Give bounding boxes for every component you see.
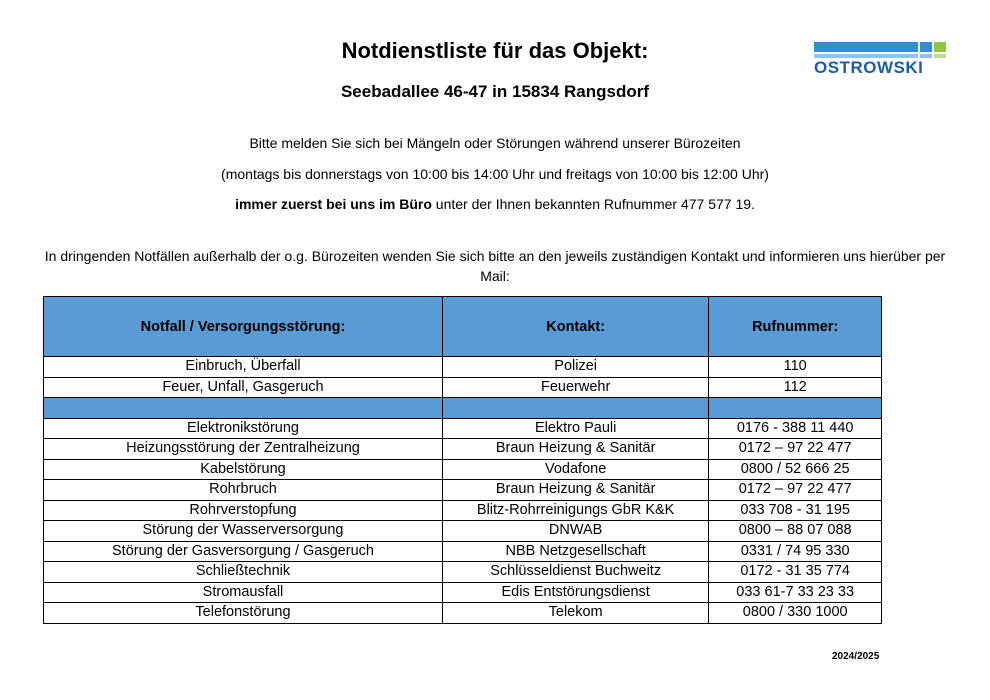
header-emergency: Notfall / Versorgungsstörung: — [44, 297, 443, 357]
table-row — [44, 439, 882, 460]
ostrowski-logo — [814, 42, 948, 78]
phone-cell: 0800 – 88 07 088 — [709, 521, 882, 542]
table-row — [44, 582, 882, 603]
header-phone: Rufnummer: — [709, 297, 882, 357]
phone-cell: 0331 / 74 95 330 — [709, 541, 882, 562]
contact-cell — [442, 398, 708, 419]
contact-cell: DNWAB — [442, 521, 708, 542]
emergency-cell — [44, 398, 443, 419]
phone-cell — [709, 398, 882, 419]
phone-cell: 0800 / 330 1000 — [709, 603, 882, 624]
document-subtitle: Seebadallee 46-47 in 15834 Rangsdorf — [340, 82, 650, 101]
emergency-cell: Schließtechnik — [44, 562, 443, 583]
emergency-cell: Rohrverstopfung — [44, 500, 443, 521]
phone-cell: 033 61-7 33 23 33 — [709, 582, 882, 603]
emergency-cell: Rohrbruch — [44, 480, 443, 501]
phone-cell: 0172 - 31 35 774 — [709, 562, 882, 583]
document-title: Notdienstliste für das Objekt: — [341, 38, 649, 63]
emergency-cell: Stromausfall — [44, 582, 443, 603]
intro-line-4: In dringenden Notfällen außerhalb der o.g. Bürozeiten wenden Sie sich bitte an den jeweils zuständigen Kontakt und informieren uns hierüber per Mail: — [44, 248, 946, 284]
table-row — [44, 480, 882, 501]
phone-cell: 0172 – 97 22 477 — [709, 439, 882, 460]
contact-cell: Feuerwehr — [442, 377, 708, 398]
contact-cell: Schlüsseldienst Buchweitz — [442, 562, 708, 583]
contact-cell: NBB Netzgesellschaft — [442, 541, 708, 562]
table-row — [44, 562, 882, 583]
contact-cell: Braun Heizung & Sanitär — [442, 480, 708, 501]
emergency-cell: Einbruch, Überfall — [44, 357, 443, 378]
emergency-cell: Kabelstörung — [44, 459, 443, 480]
phone-cell: 033 708 - 31 195 — [709, 500, 882, 521]
contact-cell: Elektro Pauli — [442, 418, 708, 439]
logo-wordmark: OSTROWSKI — [814, 58, 924, 77]
phone-cell: 110 — [709, 357, 882, 378]
emergency-cell: Elektronikstörung — [44, 418, 443, 439]
emergency-cell: Feuer, Unfall, Gasgeruch — [44, 377, 443, 398]
table-row — [44, 541, 882, 562]
table-row — [44, 521, 882, 542]
contact-cell: Braun Heizung & Sanitär — [442, 439, 708, 460]
emergency-cell: Störung der Wasserversorgung — [44, 521, 443, 542]
header-contact: Kontakt: — [442, 297, 708, 357]
intro-line-2: (montags bis donnerstags von 10:00 bis 14:00 Uhr und freitags von 10:00 bis 12:00 Uhr) — [221, 166, 769, 182]
footer-year: 2024/2025 — [832, 651, 880, 662]
contact-cell: Vodafone — [442, 459, 708, 480]
table-separator-row — [44, 398, 882, 419]
table-header-row — [44, 297, 882, 357]
contact-cell: Telekom — [442, 603, 708, 624]
table-row — [44, 603, 882, 624]
phone-cell: 0176 - 388 11 440 — [709, 418, 882, 439]
table-row — [44, 459, 882, 480]
emergency-cell: Störung der Gasversorgung / Gasgeruch — [44, 541, 443, 562]
phone-cell: 0800 / 52 666 25 — [709, 459, 882, 480]
contact-cell: Polizei — [442, 357, 708, 378]
table-row — [44, 377, 882, 398]
table-row — [44, 357, 882, 378]
phone-cell: 0172 – 97 22 477 — [709, 480, 882, 501]
contact-cell: Edis Entstörungsdienst — [442, 582, 708, 603]
phone-cell: 112 — [709, 377, 882, 398]
emergency-contact-table — [43, 296, 882, 624]
emergency-cell: Telefonstörung — [44, 603, 443, 624]
intro-line-3-rest: unter der Ihnen bekannten Rufnummer 477 577 19. — [431, 196, 755, 212]
emergency-cell: Heizungsstörung der Zentralheizung — [44, 439, 443, 460]
table-row — [44, 500, 882, 521]
intro-line-1: Bitte melden Sie sich bei Mängeln oder Störungen während unserer Bürozeiten — [249, 135, 741, 151]
contact-cell: Blitz-Rohrreinigungs GbR K&K — [442, 500, 708, 521]
intro-line-3 — [0, 196, 990, 212]
intro-line-3-bold: immer zuerst bei uns im Büro — [235, 196, 432, 212]
table-row — [44, 418, 882, 439]
